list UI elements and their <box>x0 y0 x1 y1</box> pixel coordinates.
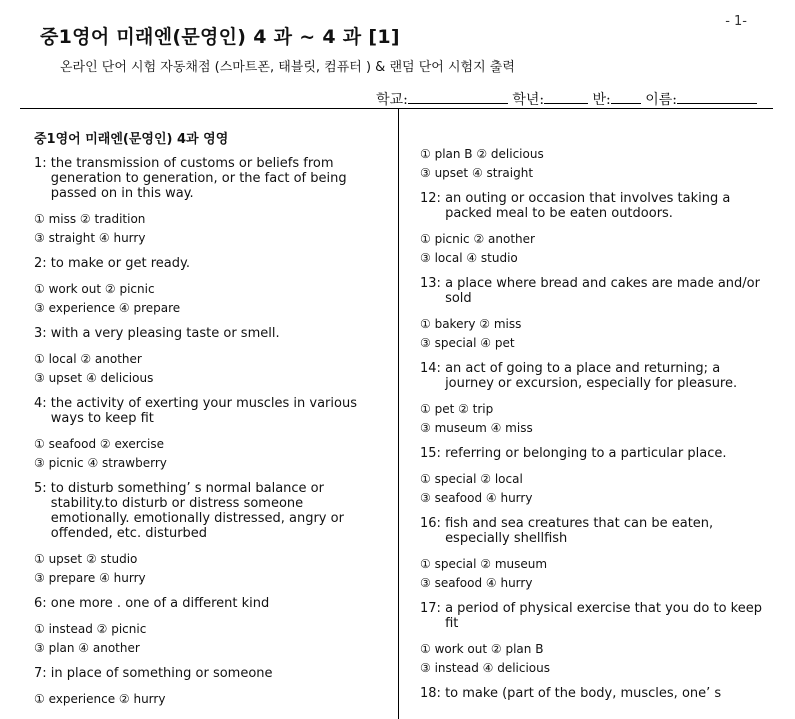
option-line: ① picnic ② another <box>420 232 535 246</box>
option-line: ③ upset ④ straight <box>420 166 534 180</box>
question-number: 12: <box>420 191 446 206</box>
question-definition: the activity of exerting your muscles in various ways to keep fit <box>50 396 357 426</box>
question-item <box>420 686 770 701</box>
question-item <box>420 516 770 593</box>
question-text <box>420 446 770 461</box>
page-number: - 1- <box>725 14 747 29</box>
question-number: 18: <box>420 686 446 701</box>
question-item <box>34 666 374 709</box>
option-line: ③ seafood ④ hurry <box>420 491 533 505</box>
question-text <box>420 361 770 391</box>
option-line: ① work out ② plan B <box>420 642 544 656</box>
option-line: ③ seafood ④ hurry <box>420 576 533 590</box>
option-line: ③ straight ④ hurry <box>34 231 146 245</box>
name-label: 이름: <box>645 92 677 108</box>
question-text <box>34 326 374 341</box>
question-text <box>34 596 374 611</box>
question-text <box>420 601 770 631</box>
question-definition: one more . one of a different kind <box>50 596 270 611</box>
question-text <box>34 156 374 201</box>
question-definition: to make or get ready. <box>50 256 190 271</box>
question-item <box>420 276 770 353</box>
question-text <box>420 191 770 221</box>
question-number: 16: <box>420 516 446 531</box>
question-definition: an act of going to a place and returning; a journey or excursion, especially for pleasure. <box>445 361 738 391</box>
option-line: ③ picnic ④ strawberry <box>34 456 167 470</box>
option-line: ① bakery ② miss <box>420 317 522 331</box>
question-item <box>420 361 770 438</box>
option-line: ① work out ② picnic <box>34 282 155 296</box>
option-line: ① special ② museum <box>420 557 548 571</box>
question-definition: referring or belonging to a particular place. <box>445 446 727 461</box>
question-options <box>420 145 770 183</box>
option-line: ① local ② another <box>34 352 142 366</box>
option-line: ① plan B ② delicious <box>420 147 544 161</box>
question-number: 6: <box>34 596 51 611</box>
question-number: 3: <box>34 326 51 341</box>
question-definition: the transmission of customs or beliefs from generation to generation, or the fact of being passed on in this way. <box>50 156 347 201</box>
student-info <box>376 89 757 109</box>
question-text <box>34 256 374 271</box>
question-number: 15: <box>420 446 446 461</box>
question-number: 1: <box>34 156 51 171</box>
option-line: ① seafood ② exercise <box>34 437 164 451</box>
section-title: 중1영어 미래엔(문영인) 4과 영영 <box>34 132 229 147</box>
option-line: ① experience ② hurry <box>34 692 166 706</box>
option-line: ① miss ② tradition <box>34 212 146 226</box>
option-line: ① pet ② trip <box>420 402 494 416</box>
column-divider <box>398 109 399 719</box>
question-text <box>420 686 770 701</box>
option-line: ③ experience ④ prepare <box>34 301 181 315</box>
page-title: 중1영어 미래엔(문영인) 4 과 ~ 4 과 [1] <box>40 26 400 48</box>
question-definition: a period of physical exercise that you do to keep fit <box>445 601 762 631</box>
question-item <box>420 446 770 508</box>
question-definition: fish and sea creatures that can be eaten, especially shellfish <box>445 516 714 546</box>
name-blank <box>677 91 757 104</box>
question-definition: to disturb something’ s normal balance or stability.to disturb or distress someone emotionally. emotionally distressed, angry or offended, etc. disturbed <box>50 481 344 541</box>
option-line: ① upset ② studio <box>34 552 138 566</box>
question-number: 7: <box>34 666 51 681</box>
question-definition: in place of something or someone <box>50 666 273 681</box>
question-definition: with a very pleasing taste or smell. <box>50 326 280 341</box>
class-blank <box>611 91 641 104</box>
question-text <box>420 516 770 546</box>
question-number: 2: <box>34 256 51 271</box>
school-blank <box>408 91 508 104</box>
option-line: ③ local ④ studio <box>420 251 518 265</box>
option-line: ③ prepare ④ hurry <box>34 571 146 585</box>
question-number: 5: <box>34 481 51 496</box>
question-text <box>34 666 374 681</box>
question-number: 4: <box>34 396 51 411</box>
question-text <box>34 396 374 426</box>
option-line: ③ upset ④ delicious <box>34 371 154 385</box>
grade-blank <box>544 91 588 104</box>
question-item <box>34 256 374 318</box>
question-number: 14: <box>420 361 446 376</box>
question-item <box>420 601 770 678</box>
question-definition: to make (part of the body, muscles, one’ s <box>445 686 722 701</box>
question-item <box>34 596 374 658</box>
question-item <box>420 191 770 268</box>
question-number: 13: <box>420 276 446 291</box>
right-question-list <box>420 191 770 701</box>
question-text <box>34 481 374 541</box>
question-item <box>34 396 374 473</box>
question-item <box>34 481 374 588</box>
option-line: ① instead ② picnic <box>34 622 147 636</box>
grade-label: 학년: <box>512 92 545 108</box>
question-item <box>34 326 374 388</box>
question-text <box>420 276 770 306</box>
question-definition: a place where bread and cakes are made and/or sold <box>445 276 760 306</box>
left-question-list <box>34 156 374 709</box>
page-subtitle: 온라인 단어 시험 자동채점 (스마트폰, 태블릿, 컴퓨터 ) & 랜덤 단어 시험지 출력 <box>60 60 515 75</box>
class-label: 반: <box>592 92 611 108</box>
question-definition: an outing or occasion that involves taking a packed meal to be eaten outdoors. <box>445 191 731 221</box>
option-line: ③ special ④ pet <box>420 336 515 350</box>
question-item <box>34 156 374 248</box>
option-line: ③ instead ④ delicious <box>420 661 551 675</box>
option-line: ③ museum ④ miss <box>420 421 533 435</box>
option-line: ① special ② local <box>420 472 523 486</box>
school-label: 학교: <box>376 92 408 108</box>
question-number: 17: <box>420 601 446 616</box>
option-line: ③ plan ④ another <box>34 641 140 655</box>
right-column <box>420 109 770 719</box>
left-column <box>34 109 374 719</box>
